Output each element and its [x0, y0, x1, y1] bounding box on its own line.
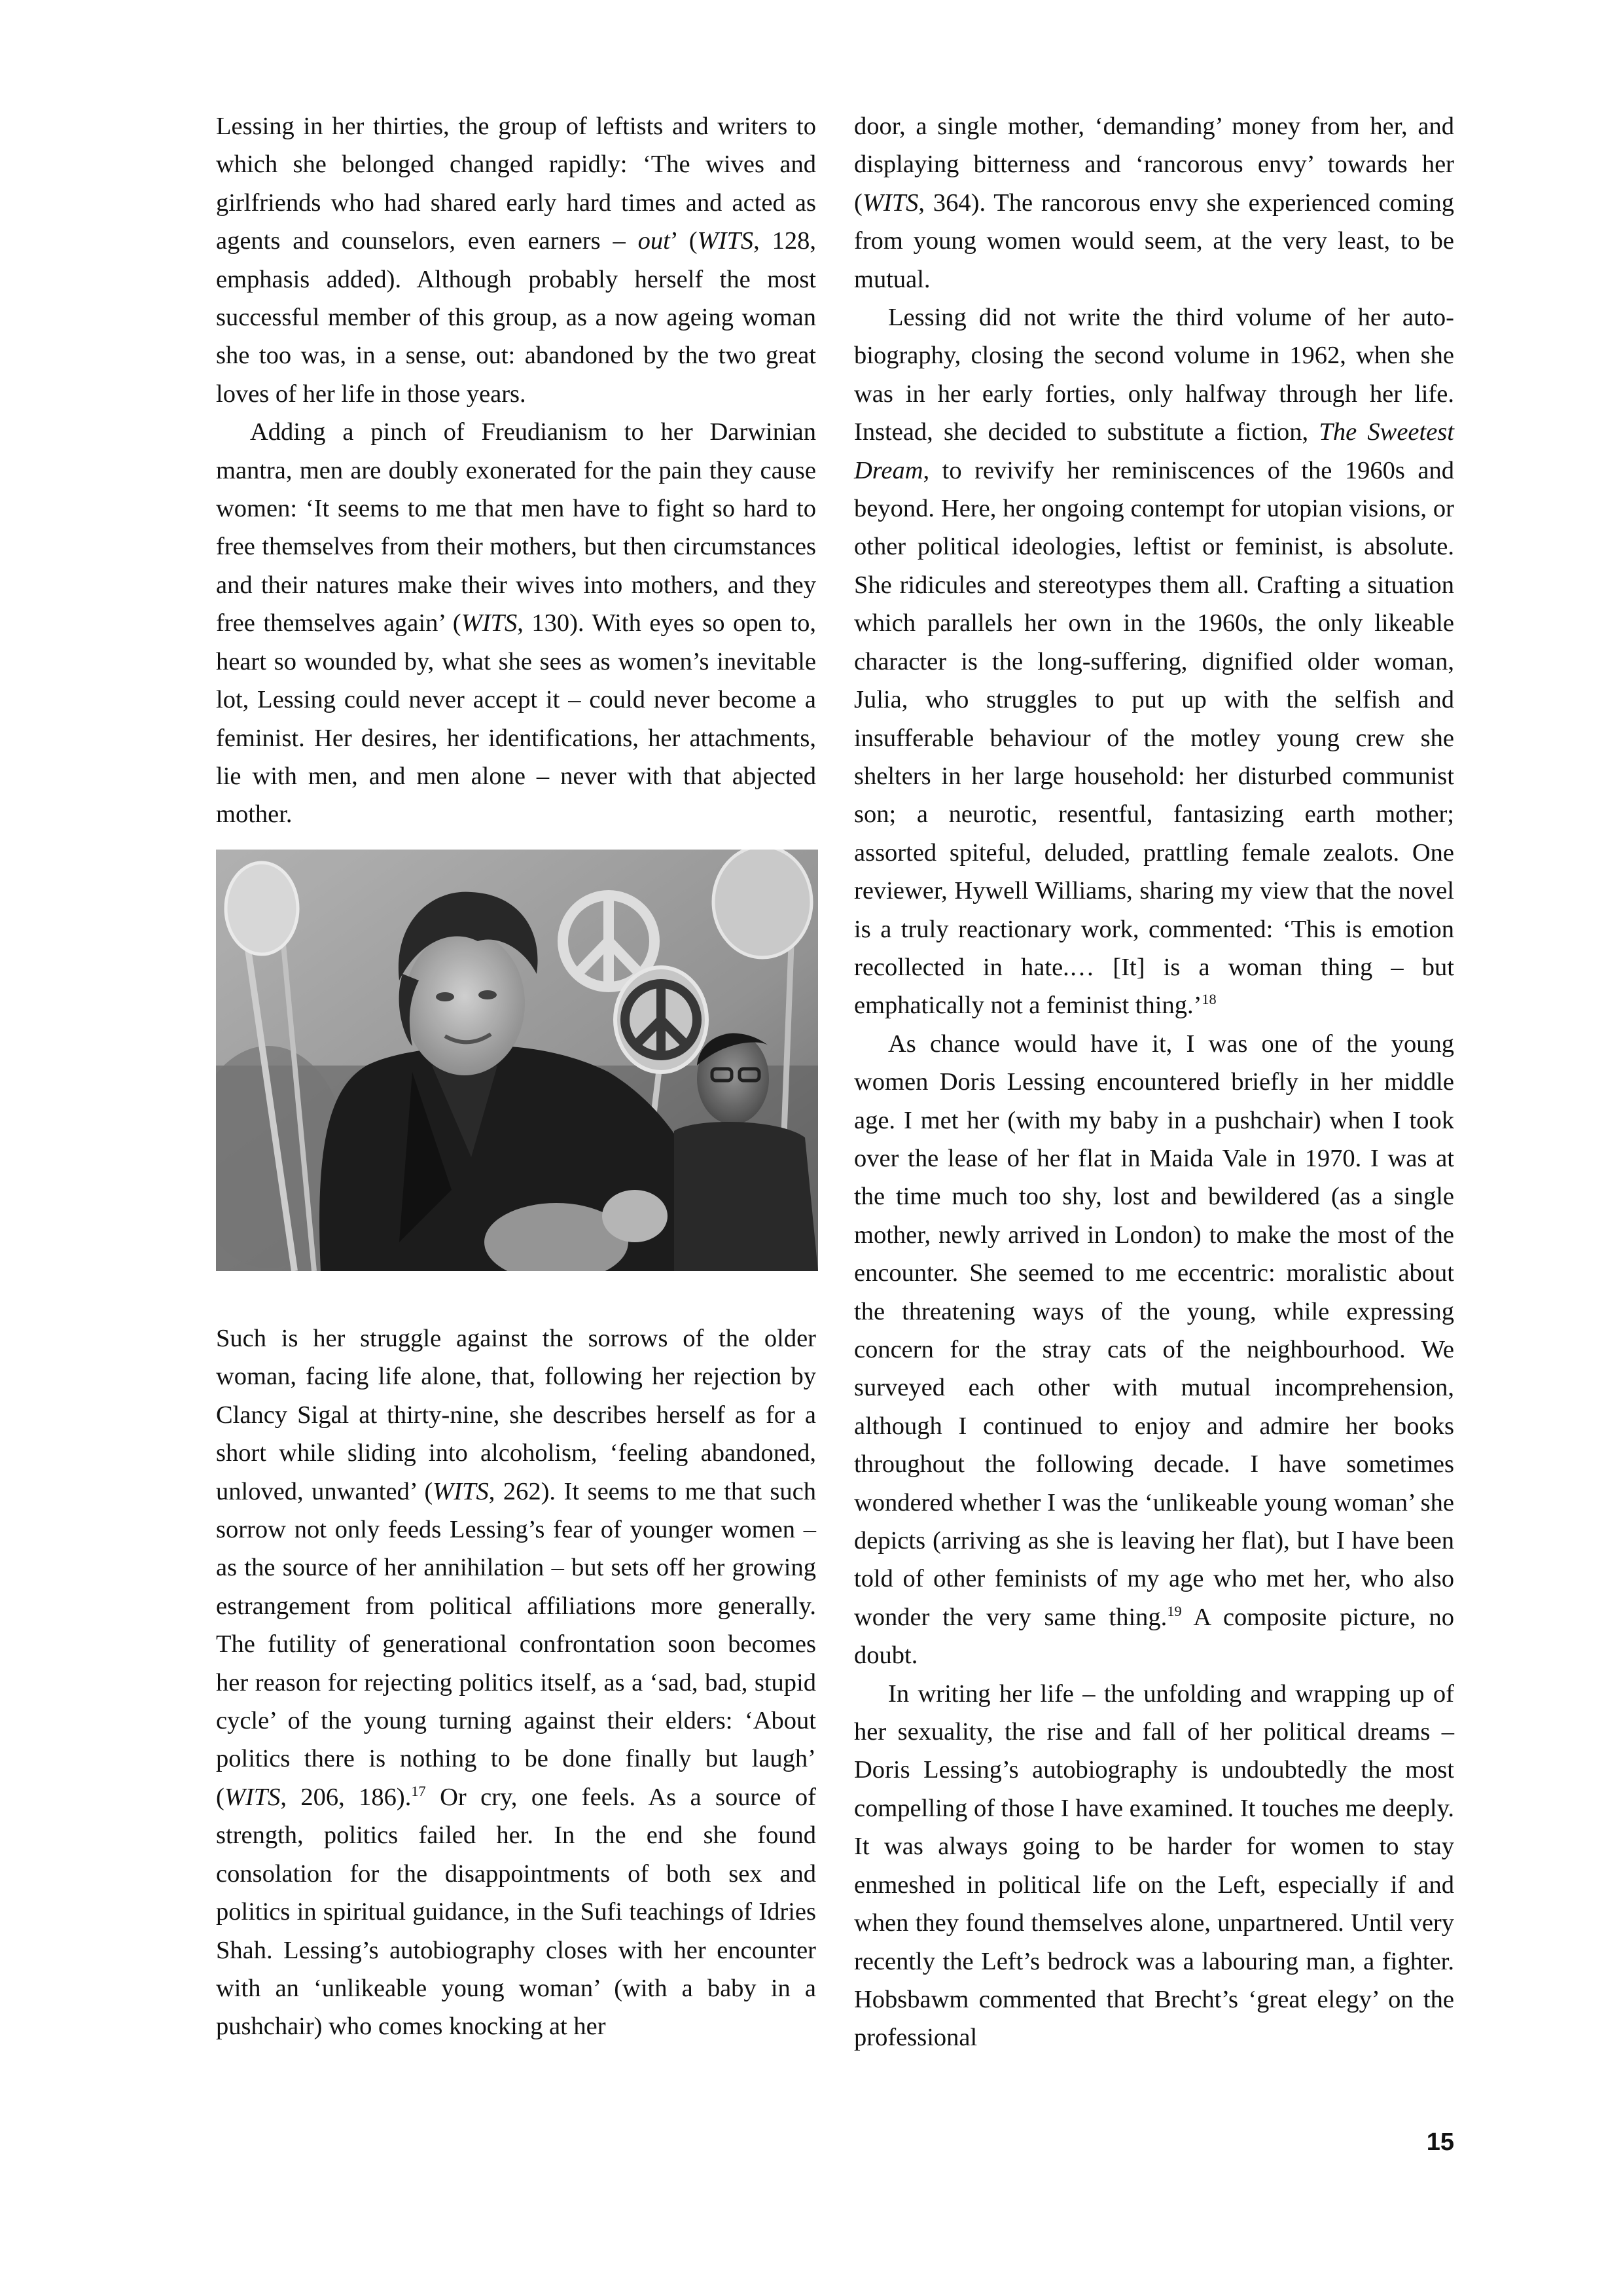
footnote-ref-17[interactable]: 17	[411, 1783, 426, 1800]
paragraph: In writing her life – the unfolding and wrapping up of her sexuality, the rise and fall of her political dreams – Doris Lessing’s autobiography is undoubtedly the most compelling of those I have examined. It touches me deeply. It was always going to be harder for women to stay enmeshed in political life on the Left, especially if and when they found themselves alone, unpartnered. Until very recently the Left’s bedrock was a labouring man, a fighter. Hobsbawm commented that Brecht’s ‘great elegy’ on the professional	[854, 1679, 1454, 2052]
right-column	[854, 107, 1454, 2057]
paragraph: As chance would have it, I was one of the young women Doris Lessing encountered briefly in her middle age. I met her (with my baby in a pushchair) when I took over the lease of her flat in Maida Vale in 1970. I was at the time much too shy, lost and bewildered (as a single mother, newly arrived in London) to make the most of the encounter. She seemed to me eccentric: moralistic about the threatening ways of the young, while expressing concern for the stray cats of the neighbourhood. We surveyed each other with mutual incomprehension, although I continued to enjoy and admire her books throughout the following decade. I have sometimes wondered whether I was the ‘unlikeable young woman’ she depicts (arriving as she is leaving her flat), but I have been told of other feminists of my age who met her, who also wonder the very same thing.$^{19}$ A composite picture, no doubt.	[854, 1030, 1454, 1670]
paragraph: Lessing did not write the third volume of her autobiography, closing the second volume in 1962, when she was in her early forties, only halfway through her life. Instead, she decided to substitute a fiction, The Sweetest Dream, to revivify her reminiscences of the 1960s and beyond. Here, her ongoing contempt for utopian visions, or other political ideologies, leftist or feminist, is absolute. She ridicules and stereotypes them all. Crafting a situation which parallels her own in the 1960s, the only likeable character is the long-suffering, dignified older woman, Julia, who struggles to put up with the selfish and insufferable behaviour of the motley young crew she shelters in her large household: her disturbed communist son; a neurotic, resentful, fantasizing earth mother; assorted spiteful, deluded, prattling female zealots. One reviewer, Hywell Williams, sharing my view that the novel is a truly reactionary work, commented: ‘This is emotion recollected in hate.… [It] is a woman thing – but emphatically not a feminist thing.’$^{18}$	[854, 304, 1454, 1020]
footnote-ref-18[interactable]: 18	[1202, 991, 1217, 1008]
paragraph: Lessing in her thirties, the group of leftists and writers to which she belonged changed rapidly: ‘The wives and girlfriends who had shared early hard times and acted as agents and counselors, even earners – out’ (WITS, 128, emphasis added). Although probably herself the most successful member of this group, as a now ageing woman she too was, in a sense, out: abandoned by the two great loves of her life in those years.	[216, 113, 817, 408]
paragraph: Such is her struggle against the sorrows of the older woman, facing life alone, that, following her rejection by Clancy Sigal at thirty-nine, she describes herself as for a short while sliding into alcoholism, ‘feeling abandoned, unloved, unwanted’ (WITS, 262). It seems to me that such sorrow not only feeds Lessing’s fear of younger women – as the source of her annihilation – but sets off her growing estrangement from political affiliations more generally. The futility of generational confrontation soon becomes her reason for rejecting politics itself, as a ‘sad, bad, stupid cycle’ of the young turning against their elders: ‘About politics there is nothing to be done finally but laugh’ (WITS, 206, 186).$^{17}$ Or cry, one feels. As a source of strength, politics failed her. In the end she found consolation for the disappointments of both sex and politics in spiritual guidance, in the Sufi teachings of Idries Shah. Lessing’s autobiography closes with her encounter with an ‘unlikeable young woman’ (with a baby in a pushchair) who comes knocking at her	[216, 1325, 817, 2041]
paragraph: door, a single mother, ‘demanding’ money from her, and displaying bitterness and ‘rancorous envy’ towards her (WITS, 364). The rancorous envy she experienced coming from young women would seem, at the very least, to be mutual.	[854, 113, 1454, 293]
left-column-bottom	[216, 1319, 816, 2046]
paragraph: Adding a pinch of Freudianism to her Darwinian mantra, men are doubly exonerated for the pain they cause women: ‘It seems to me that men have to fight so hard to free themselves from their mothers, but then circumstances and their natures make their wives into mothers, and they free themselves again’ (WITS, 130). With eyes so open to, heart so wounded by, what she sees as women’s inevitable lot, Lessing could never accept it – could never become a feminist. Her desires, her identifications, her attachments, lie with men, and men alone – never with that abjected mother.	[216, 418, 816, 829]
page-number: 15	[1426, 2128, 1454, 2156]
left-column-top	[216, 107, 816, 834]
photograph-of-doris-lessing-at-demonstration	[216, 850, 818, 1271]
footnote-ref-19[interactable]: 19	[1167, 1603, 1182, 1620]
